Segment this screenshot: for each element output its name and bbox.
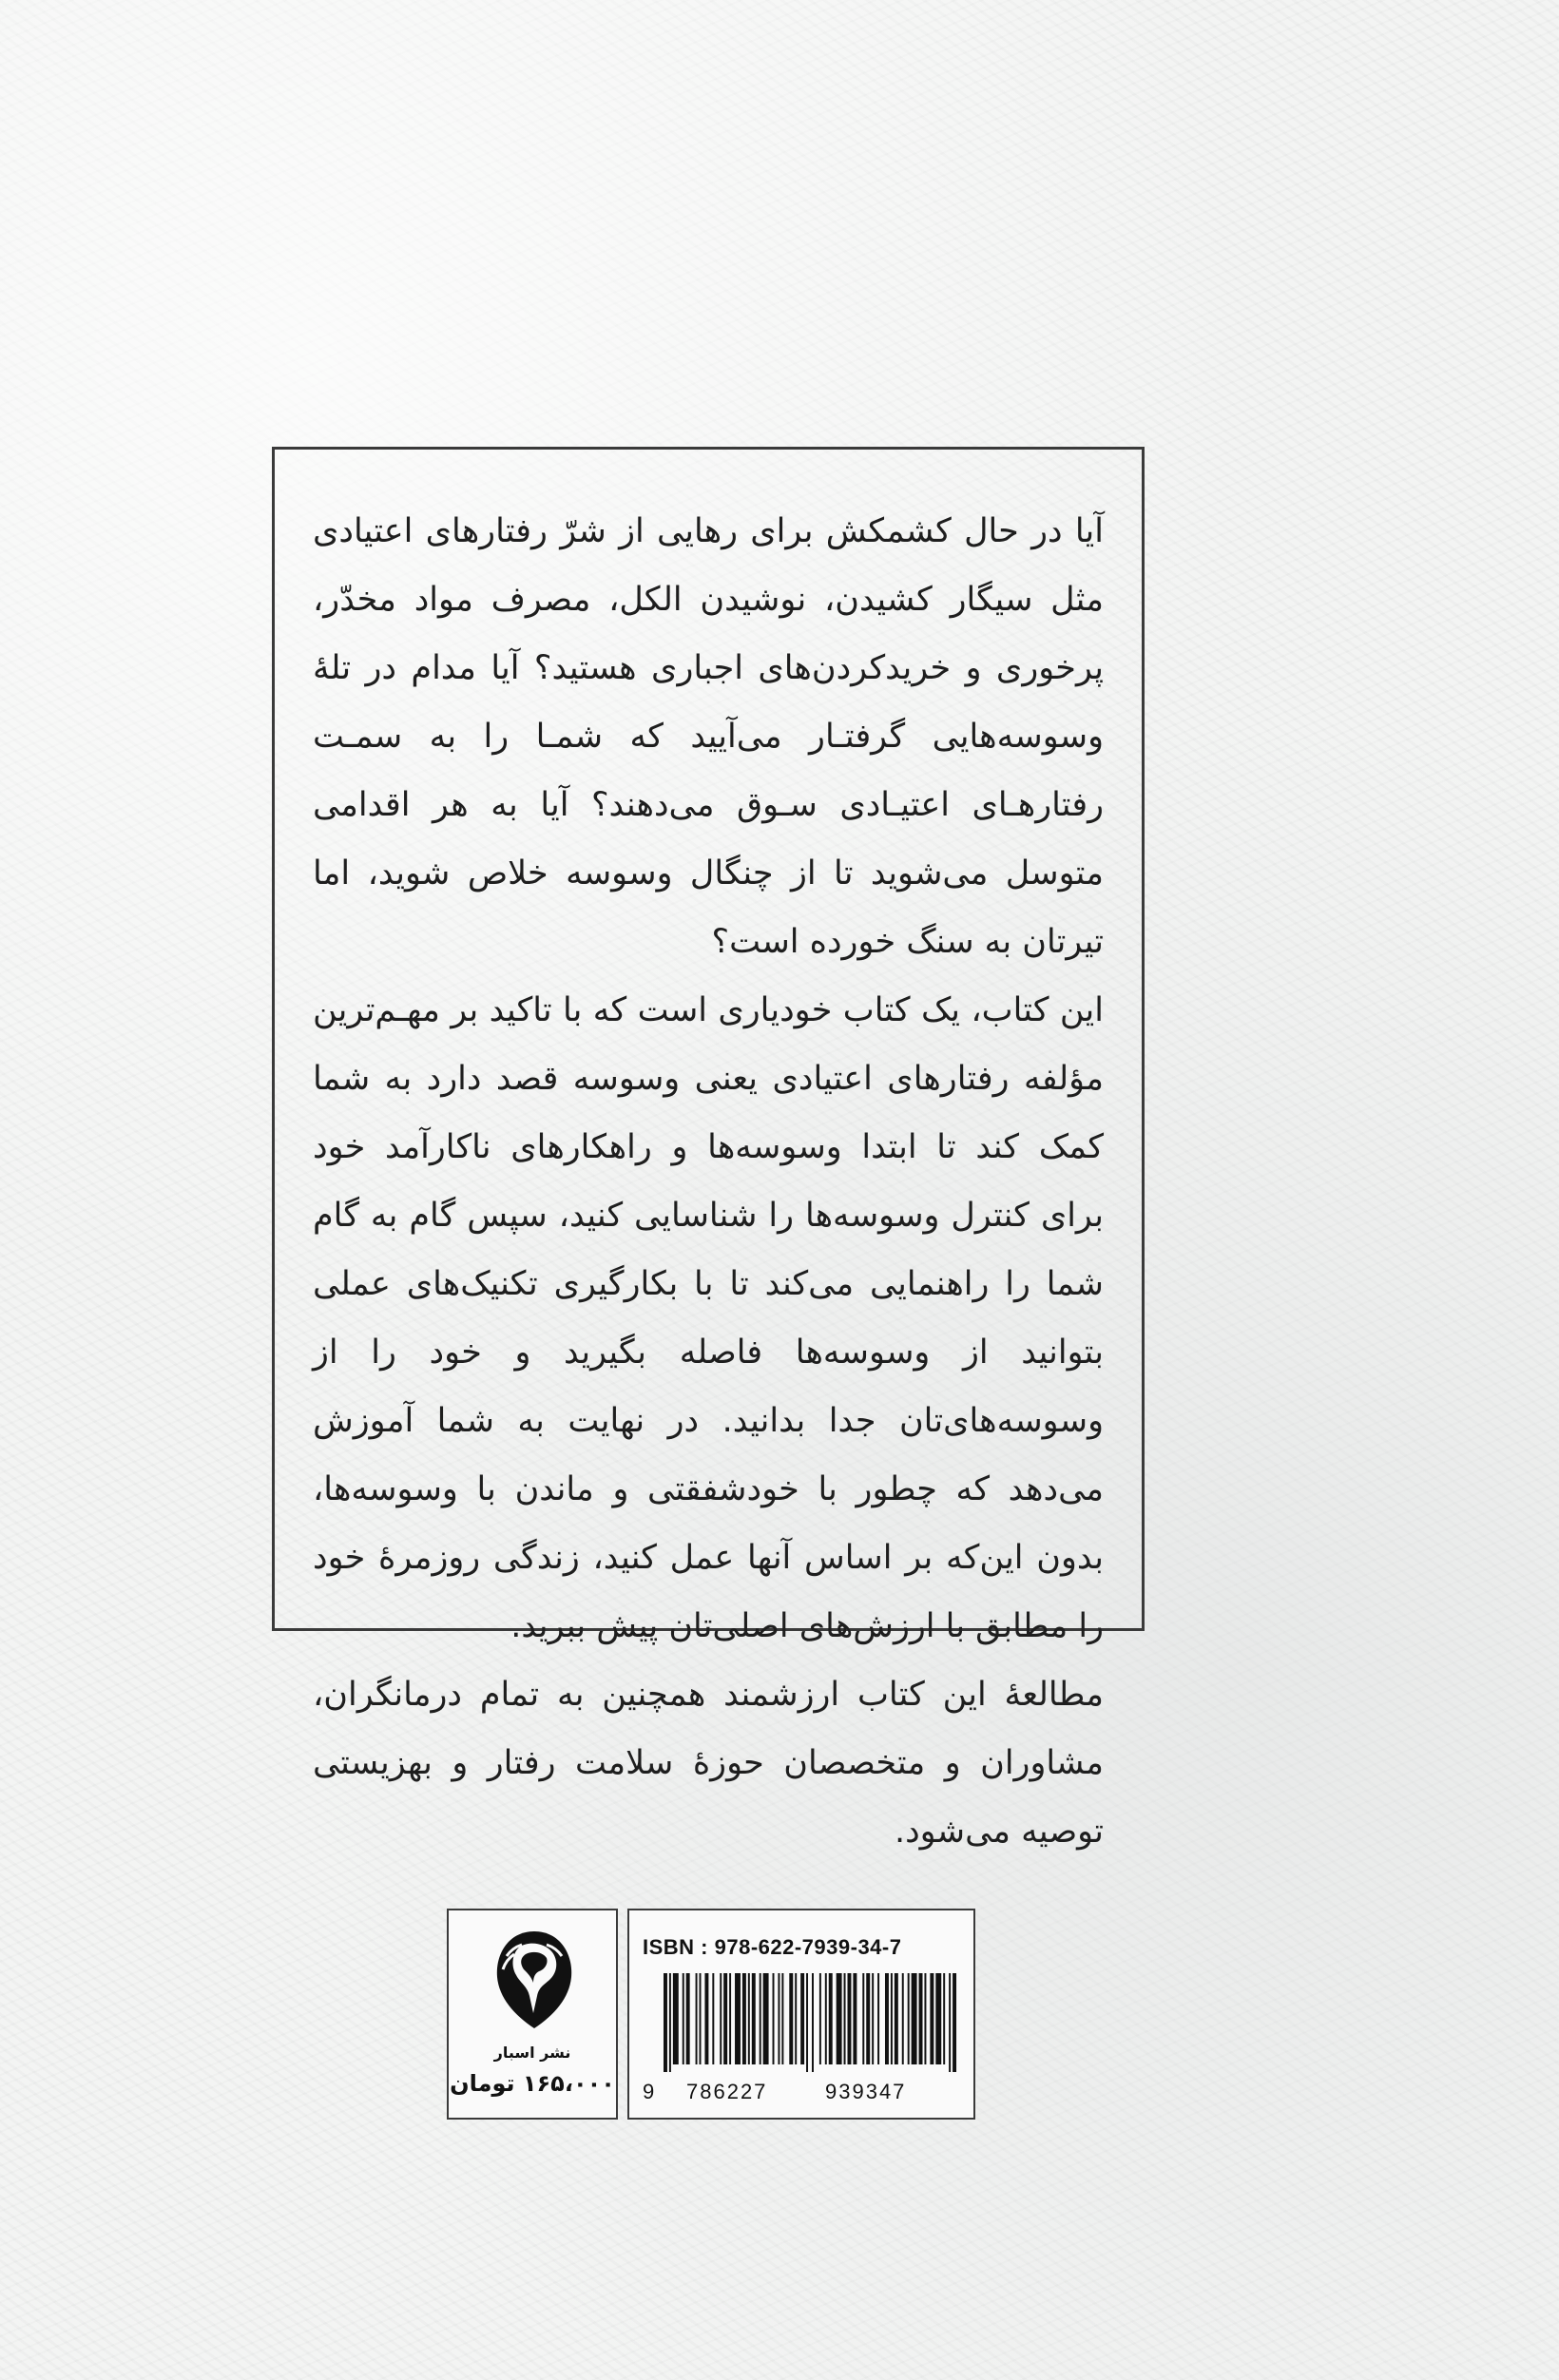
barcode-bar [848, 1973, 852, 2064]
blurb-paragraph-2: این کتاب، یک کتاب خودیاری است که با تاکید بر مهـم‌ترین مؤلفه رفتارهای اعتیادی یعنی وسوسه قصد دارد به شما کمک کند تا ابتدا وسوسه‌ها و راهکارهای ناکارآمد خود برای کنترل وسوسه‌ها را شناسایی کنید، سپس گام به گام شما را راهنمایی می‌کند تا با بکارگیری تکنیک‌های عملی بتوانید از وسوسه‌ها فاصله بگیرید و خود را از وسوسه‌های‌تان جدا بدانید. در نهایت به شما آموزش می‌دهد که چطور با خودشفقتی و ماندن با وسوسه‌ها، بدون این‌که بر اساس آنها عمل کنید، زندگی روزمرهٔ خود را مطابق با ارزش‌های اصلی‌تان پیش ببرید. [313, 991, 1104, 1645]
barcode-bar [704, 1973, 708, 2064]
barcode-bar [748, 1973, 750, 2064]
barcode-bar [924, 1973, 926, 2064]
barcode-bar [844, 1973, 846, 2064]
barcode-bar [806, 1973, 808, 2072]
barcode-bar [891, 1973, 893, 2064]
barcode-bar [795, 1973, 797, 2064]
barcode-bar [664, 1973, 667, 2072]
barcode-bar [752, 1973, 756, 2064]
publisher-name: نشر اسبار [493, 2044, 571, 2062]
publisher-logo-box [447, 1909, 618, 2120]
barcode-bar [866, 1973, 870, 2064]
barcode-bar [735, 1973, 741, 2064]
barcode-bar [778, 1973, 780, 2064]
barcode-bar [902, 1973, 904, 2064]
barcode-bar [683, 1973, 684, 2064]
barcode-bar [908, 1973, 910, 2064]
blurb-paragraph-3: مطالعهٔ این کتاب ارزشمند همچنین به تمام درمانگران، مشاوران و متخصصان حوزهٔ سلامت رفتار و بهزیستی توصیه می‌شود. [313, 1676, 1104, 1851]
info-area [447, 1909, 975, 2121]
barcode-bar [819, 1973, 821, 2064]
barcode-bar [673, 1973, 679, 2064]
barcode-bar [930, 1973, 933, 2064]
barcode-bar [700, 1973, 702, 2064]
barcode-bar [825, 1973, 827, 2064]
barcode-bar [763, 1973, 769, 2064]
barcode-bar [781, 1973, 783, 2064]
barcode-bar [872, 1973, 874, 2064]
barcode-bar [789, 1973, 793, 2064]
barcode-first-digit: 9 [643, 2080, 655, 2103]
barcode-bar [720, 1973, 722, 2064]
price-label: ۱۶۵،۰۰۰ تومان [450, 2070, 615, 2097]
barcode-bar [686, 1973, 690, 2064]
barcode-bar [877, 1973, 879, 2064]
isbn-label: ISBN : 978-622-7939-34-7 [643, 1935, 902, 1959]
barcode-bar [949, 1973, 951, 2072]
barcode-bar [669, 1973, 671, 2072]
barcode-digits-group-1: 786227 [686, 2080, 768, 2103]
barcode-bar [919, 1973, 923, 2064]
barcode-bar [696, 1973, 698, 2064]
barcode-bar [742, 1973, 746, 2064]
barcode-icon [664, 1973, 958, 2072]
barcode-bar [812, 1973, 814, 2072]
barcode-bar [729, 1973, 731, 2064]
barcode-bar [829, 1973, 833, 2064]
blurb-box [272, 447, 1145, 1851]
barcode-bar [773, 1973, 775, 2064]
horse-head-pen-nib-icon [491, 1928, 577, 2032]
barcode-bar [853, 1973, 856, 2064]
barcode-digits-group-2: 939347 [825, 2080, 907, 2103]
barcode-bar [895, 1973, 898, 2064]
barcode-bar [837, 1973, 842, 2064]
barcode-bar [760, 1973, 761, 2064]
barcode-bar [885, 1973, 889, 2064]
barcode-bar [862, 1973, 864, 2064]
barcode-bar [912, 1973, 917, 2064]
barcode-bar [723, 1973, 727, 2064]
blurb-paragraph-1: آیا در حال کشمکش برای رهایی از شرّ رفتارهای اعتیادی مثل سیگار کشیدن، نوشیدن الکل، مصرف مواد مخدّر، پرخوری و خریدکردن‌های اجباری هستید؟ آیا مدام در تلهٔ وسوسه‌هایی گرفتـار می‌آیید که شمـا را به سمـت رفتارهـای اعتیـادی سـوق می‌دهند؟ آیا به هر اقدامی متوسل می‌شوید تا از چنگال وسوسه خلاص شوید، اما تیرتان به سنگ خورده است؟ [313, 512, 1104, 961]
isbn-barcode-box [627, 1909, 975, 2120]
barcode-bar [943, 1973, 945, 2064]
barcode-bar [935, 1973, 941, 2064]
barcode-bar [800, 1973, 804, 2064]
barcode-bar [712, 1973, 714, 2064]
barcode-bar [953, 1973, 956, 2072]
